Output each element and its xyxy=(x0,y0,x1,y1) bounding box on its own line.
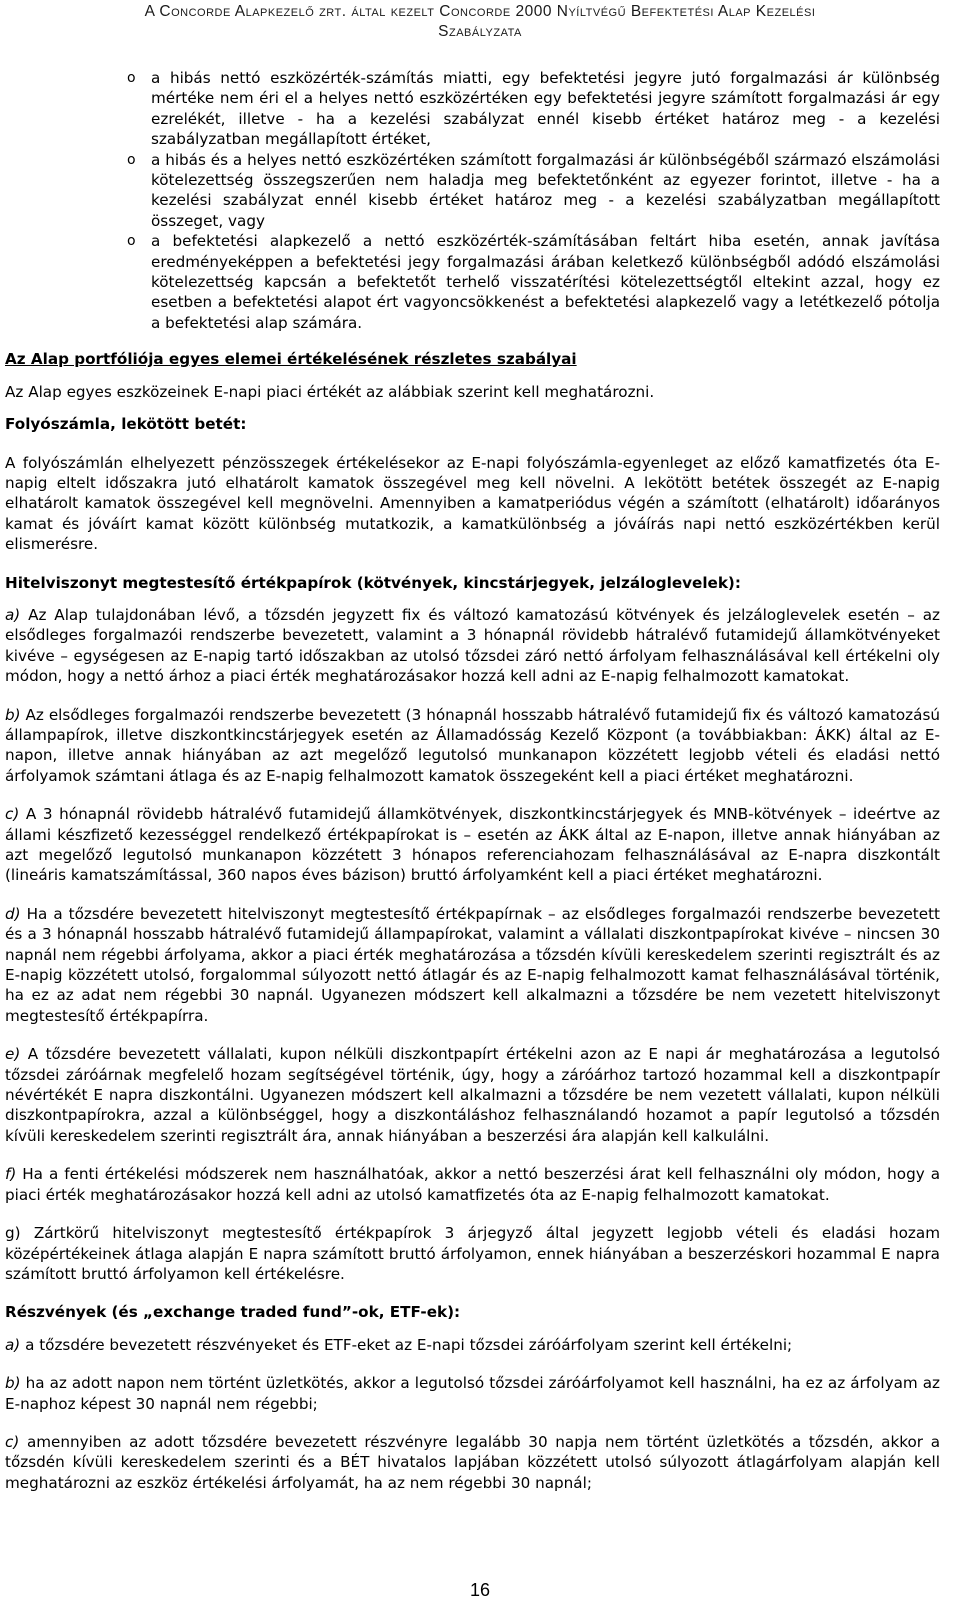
bullet-mark: o xyxy=(127,70,136,86)
page-number: 16 xyxy=(469,1580,491,1600)
reszveny-item-b xyxy=(5,1373,940,1414)
bullet-mark: o xyxy=(127,233,136,250)
bullet-mark: o xyxy=(127,151,136,168)
item-label: b) xyxy=(5,705,21,724)
folyoszamla-paragraph: A folyószámlán elhelyezett pénzösszegek értékelésekor az E-napi folyószámla-egyenleget az előző kamatfizetés óta E-napig eltelt időszakra jutó elhatárolt kamatok összegével meg kell növelni. A lekötött betétek összegét az E-napig elhatárolt kamatok összegével kell megnövelni. Amennyiben a kamatperiódus végén a számított (elhatárolt) időarányos kamat és jóváírt kamat között különbség mutatkozik, a kamatkülönbség a jóváírás napi nettó eszközértékben kerül elismerésre. xyxy=(5,453,940,554)
list-item xyxy=(5,68,940,150)
item-label: b) xyxy=(5,1374,21,1393)
bullet-text: a hibás nettó eszközérték-számítás miatti, egy befektetési jegyre jutó forgalmazási ár különbség mértéke nem éri el a helyes nettó eszközértéken egy befektetési jegyre számított forgalmazási ár egy ezrelékét, illetve - ha a kezelési szabályzat ennél kisebb értéket határoz meg - a kezelési szabályzatban megállapított értéket, xyxy=(151,69,940,149)
item-text: ha az adott napon nem történt üzletkötés, akkor a legutolsó tőzsdei záróárfolyamot kell használni, ha ez az árfolyam az E-naphoz képest 30 napnál nem régebbi; xyxy=(5,1374,941,1413)
item-text: A tőzsdére bevezetett vállalati, kupon nélküli diszkontpapírt értékelni azon az E napi ár meghatározása a legutolsó tőzsdei záróárnak megfelelő hozam segítségével történik, úgy, hogy a záróárhoz tartozó hozammal kell a diszkontpapír névértékét E napra diszkontálni. Ugyanezen módszert kell alkalmazni a tőzsdére be nem vezetett vállalati, kupon nélküli diszkontpapírokra, azzal a különbséggel, hogy a diszkontáláshoz felhasználandó hozamot a papír legutolsó a tőzsdén kívüli kereskedelem szerinti regisztrált ára, annak hiányában a beszerzési ára alapján kell kalkulálni. xyxy=(5,1045,941,1145)
page-body xyxy=(5,68,940,1493)
intro-paragraph: Az Alap egyes eszközeinek E-napi piaci értékét az alábbiak szerint kell meghatározni. xyxy=(5,382,655,401)
item-text: A 3 hónapnál rövidebb hátralévő futamidejű államkötvények, diszkontkincstárjegyek és MNB-kötvények – ideértve az állami készfizető kezességgel rendelkező értékpapírokat is – esetén az ÁKK által az E-napon, illetve annak hiányában az azt megelőző legutolsó munkanapon közzétett 3 hónapos referenciahozam felhasználásával az E-napra diszkontált (lineáris kamatszámítással, 360 napos éves bázison) bruttó árfolyamként kell a piaci értéket meghatározni. xyxy=(5,805,941,885)
item-label: a) xyxy=(5,1335,21,1354)
item-label: d) xyxy=(5,904,21,923)
item-text: a tőzsdére bevezetett részvényeket és ETF-eket az E-napi tőzsdei záróárfolyam szerint kell értékelni; xyxy=(25,1335,793,1354)
list-item xyxy=(5,231,940,333)
bullet-text: a befektetési alapkezelő a nettó eszközérték-számításában feltárt hiba esetén, annak javítása eredményeképpen a befektetési jegy forgalmazási árában keletkező különbségből adódó elszámolási kötelezettség kapcsán a befektetőt terhelő visszatérítési kötelezettségtől eltekint azzal, hogy ez esetben a befektetési alapot ért vagyoncsökkenést a befektetési alapkezelő vagy a letétkezelő pótolja a befektetési alap számára. xyxy=(151,232,940,332)
reszveny-item-a xyxy=(5,1335,940,1355)
reszvenyek-heading: Részvények (és „exchange traded fund”-ok, ETF-ek): xyxy=(5,1303,461,1322)
hitel-item-g xyxy=(5,1223,940,1284)
item-text: Az elsődleges forgalmazói rendszerbe bevezetett (3 hónapnál hosszabb hátralévő futamidejű fix és változó kamatozású állampapírok, illetve diszkontkincstárjegyek esetén az Államadósság Kezelő Központ (a továbbiakban: ÁKK) által az E-napon, illetve annak hiányában az azt megelőző legutolsó munkanapon közzétett legjobb vételi és eladási nettó árfolyamok számtani átlaga és az E-napig felhalmozott kamatok összegeként kell a piaci értéket meghatározni. xyxy=(5,705,941,785)
hitel-item-f xyxy=(5,1164,940,1205)
item-label: a) xyxy=(5,605,21,624)
hitel-item-a xyxy=(5,605,940,687)
item-text: Zártkörű hitelviszonyt megtestesítő értékpapírok 3 árjegyző által jegyzett legjobb vételi és eladási hozam középértékeinek átlaga alapján E napra számított bruttó árfolyamon, ennek hiányában a beszerzéskori hozammal E napra számított bruttó árfolyamon kell értékelésre. xyxy=(5,1224,941,1283)
running-header xyxy=(0,0,960,44)
header-line-2: Szabályzata xyxy=(438,23,522,40)
item-text: Ha a tőzsdére bevezetett hitelviszonyt megtestesítő értékpapírnak – az elsődleges forgalmazói rendszerbe bevezetett és a 3 hónapnál hosszabb hátralévő futamidejű állampapírokat, valamint a vállalati diszkontpapírokat kivéve – nincsen 30 napnál nem régebbi árfolyama, akkor a piaci érték meghatározása a tőzsdén kívüli kereskedelem szerinti regisztrált és az E-napig közzétett utolsó, forgalommal súlyozott nettó átlagár és az E-napig felhalmozott kamat felhasználásával történik, ha ez az adat nem régebbi 30 napnál. Ugyanezen módszert kell alkalmazni a tőzsdére be nem vezetett hitelviszonyt megtestesítő értékpapírra. xyxy=(5,904,941,1025)
item-label: f) xyxy=(5,1165,17,1184)
bullet-list xyxy=(5,68,940,333)
item-text: Az Alap tulajdonában lévő, a tőzsdén jegyzett fix és változó kamatozású kötvények és jelzáloglevelek esetén – az elsődleges forgalmazói rendszerbe bevezetett, valamint a 3 hónapnál rövidebb hátralévő futamidejű államkötvényeket kivéve – egységesen az E-napig tartó időszakban az utolsó tőzsdei záró nettó árfolyam felhasználásával kell értékelni oly módon, hogy a nettó árhoz a piaci érték meghatározásakor hozzá kell adni az E-napig felhalmozott kamatokat. xyxy=(5,605,941,686)
folyoszamla-heading: Folyószámla, lekötött betét: xyxy=(5,415,247,434)
hitel-item-d xyxy=(5,904,940,1026)
header-line-1: A Concorde Alapkezelő zrt. által kezelt Concorde 2000 Nyíltvégű Befektetési Alap Kezelési xyxy=(144,3,816,20)
item-text: amennyiben az adott tőzsdére bevezetett részvényre legalább 30 napja nem történt üzletkötés a tőzsdén, akkor a tőzsdén kívüli kereskedelem szerinti és a BÉT hivatalos lapjában közzétett utolsó súlyozott átlagárfolyam alapján kell meghatározni az eszköz értékelési árfolyamát, ha az nem régebbi 30 napnál; xyxy=(5,1432,940,1492)
item-label: c) xyxy=(5,805,20,824)
item-label: g) xyxy=(5,1224,21,1243)
section-title: Az Alap portfóliója egyes elemei értékelésének részletes szabályai xyxy=(5,350,577,369)
reszveny-item-c xyxy=(5,1432,940,1493)
bullet-text: a hibás és a helyes nettó eszközértéken számított forgalmazási ár különbségéből származó elszámolási kötelezettség összegszerűen nem haladja meg befektetőnként az egyezer forintot, illetve - ha a kezelési szabályzat ennél kisebb értéket határoz meg - a kezelési szabályzatban megállapított összeget, vagy xyxy=(151,150,940,230)
item-label: e) xyxy=(5,1045,21,1064)
hitel-item-c xyxy=(5,804,940,886)
hitelviszony-heading: Hitelviszonyt megtestesítő értékpapírok (kötvények, kincstárjegyek, jelzáloglevelek): xyxy=(5,573,741,592)
list-item xyxy=(5,150,940,232)
item-label: c) xyxy=(5,1432,20,1451)
hitel-item-b xyxy=(5,705,940,787)
item-text: Ha a fenti értékelési módszerek nem használhatóak, akkor a nettó beszerzési árat kell felhasználni oly módon, hogy a piaci érték meghatározásakor hozzá kell adni az utolsó kamatfizetés óta az E-napig felhalmozott kamatokat. xyxy=(5,1165,941,1204)
hitel-item-e xyxy=(5,1044,940,1146)
